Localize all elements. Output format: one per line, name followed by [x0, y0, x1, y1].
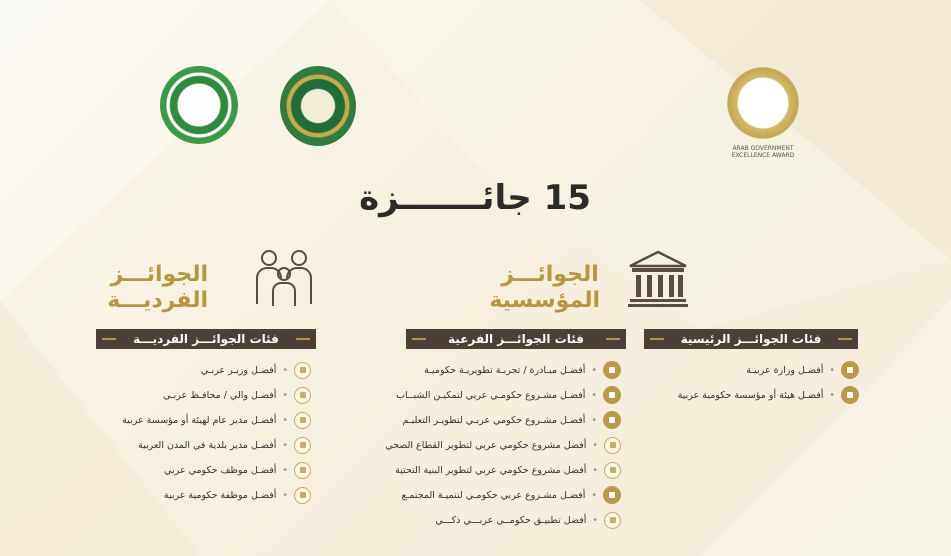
sub-category-label: أفضـل مشـروع حكومـي عربي لتمكيـن الشبــاب	[396, 389, 586, 401]
youth-icon	[603, 386, 621, 404]
institutional-awards-title	[489, 262, 600, 314]
main-category-item: • أفضـل وزارة عربيـة	[746, 360, 859, 380]
individual-category-label: أفضـل مدير بلدية في المدن العربية	[138, 439, 277, 451]
individual-category-item: • أفضـل موظف حكومي عربي	[164, 460, 311, 480]
individual-category-item: • أفضـل مدير عام لهيئة أو مؤسسة عربية	[122, 410, 311, 430]
individual-category-label: أفضـل موظفة حكومية عربية	[163, 489, 277, 501]
arab-league-emblem	[280, 66, 356, 146]
award-caption: ARAB GOVERNMENT EXCELLENCE AWARD	[731, 145, 795, 159]
main-category-label: أفضـل وزارة عربيـة	[746, 364, 824, 376]
individual-categories-header: فئات الجوائـــز الفرديـــة	[96, 329, 316, 349]
main-category-item: • أفضـل هيئة أو مؤسسة حكومية عربية	[678, 385, 859, 405]
sub-category-item: • أفضـل مبـادرة / تجربـة تطويريـة حكوميـة	[424, 360, 621, 380]
ministry-icon	[841, 361, 859, 379]
mayor-icon	[294, 437, 311, 454]
sub-category-item: • أفضل مشروع حكومي عربي لتطوير البنية التحتية	[395, 460, 621, 480]
education-book-icon	[603, 411, 621, 429]
individual-title-line2: الفرديـــة	[107, 288, 208, 313]
sub-category-label: أفضـل مبـادرة / تجربـة تطويريـة حكوميـة	[424, 364, 586, 376]
sub-category-label: أفضل تطبيـق حكومــي عربـــي ذكـــي	[435, 514, 587, 526]
governor-icon	[294, 387, 311, 404]
individual-category-item: • أفضـل والي / محافـظ عربـي	[163, 385, 311, 405]
award-emblem	[722, 64, 804, 142]
building-columns-icon	[628, 248, 688, 308]
minister-icon	[294, 362, 311, 379]
female-employee-icon	[294, 487, 311, 504]
people-group-icon	[254, 246, 314, 308]
organization-emblem-green	[160, 66, 238, 144]
sub-category-label: أفضـل مشـروع عربي حكومـي لتنميـة المجتمـع	[401, 489, 586, 501]
individual-category-item: • أفضـل مدير بلدية في المدن العربية	[138, 435, 311, 455]
sub-categories-header: فئات الجوائـــز الفرعية	[406, 329, 626, 349]
individual-category-item: • أفضـل وزيـر عربـي	[201, 360, 311, 380]
individual-category-label: أفضـل مدير عام لهيئة أو مؤسسة عربية	[122, 414, 277, 426]
institutional-title-line2: المؤسسية	[489, 288, 600, 313]
employee-icon	[294, 462, 311, 479]
sub-category-item: • أفضـل مشـروع حكومـي عربي لتمكيـن الشبــاب	[396, 385, 621, 405]
sub-category-label: أفضـل مشـروع حكومي عربـي لتطويـر التعليـم	[402, 414, 586, 426]
agency-icon	[841, 386, 859, 404]
sub-category-label: أفضل مشروع حكومي عربي لتطوير القطاع الصحي	[385, 439, 587, 451]
individual-awards-title	[107, 262, 208, 314]
awards-count-title: 15 جائـــــــزة	[359, 178, 591, 218]
initiative-icon	[603, 361, 621, 379]
individual-title-line1: الجوائـــز	[110, 262, 208, 287]
sub-category-item: • أفضل مشروع حكومي عربي لتطوير القطاع الصحي	[385, 435, 621, 455]
sub-category-label: أفضل مشروع حكومي عربي لتطوير البنية التحتية	[395, 464, 587, 476]
community-icon	[603, 486, 621, 504]
infrastructure-icon	[604, 462, 621, 479]
sub-category-item: • أفضـل مشـروع حكومي عربـي لتطويـر التعليـم	[403, 410, 621, 430]
main-category-label: أفضـل هيئة أو مؤسسة حكومية عربية	[677, 389, 824, 401]
director-general-icon	[294, 412, 311, 429]
sub-category-item: • أفضل تطبيـق حكومــي عربـــي ذكـــي	[435, 510, 621, 530]
health-heart-icon	[604, 437, 621, 454]
smart-app-icon	[604, 512, 621, 529]
sub-category-item: • أفضـل مشـروع عربي حكومـي لتنميـة المجتمـع	[402, 485, 621, 505]
institutional-title-line1: الجوائـــز	[501, 262, 599, 287]
main-categories-header: فئات الجوائـــز الرئيسية	[644, 329, 858, 349]
individual-category-label: أفضـل موظف حكومي عربي	[164, 464, 277, 476]
individual-category-item: • أفضـل موظفة حكومية عربية	[164, 485, 311, 505]
individual-category-label: أفضـل والي / محافـظ عربـي	[162, 389, 277, 401]
individual-category-label: أفضـل وزيـر عربـي	[200, 364, 277, 376]
